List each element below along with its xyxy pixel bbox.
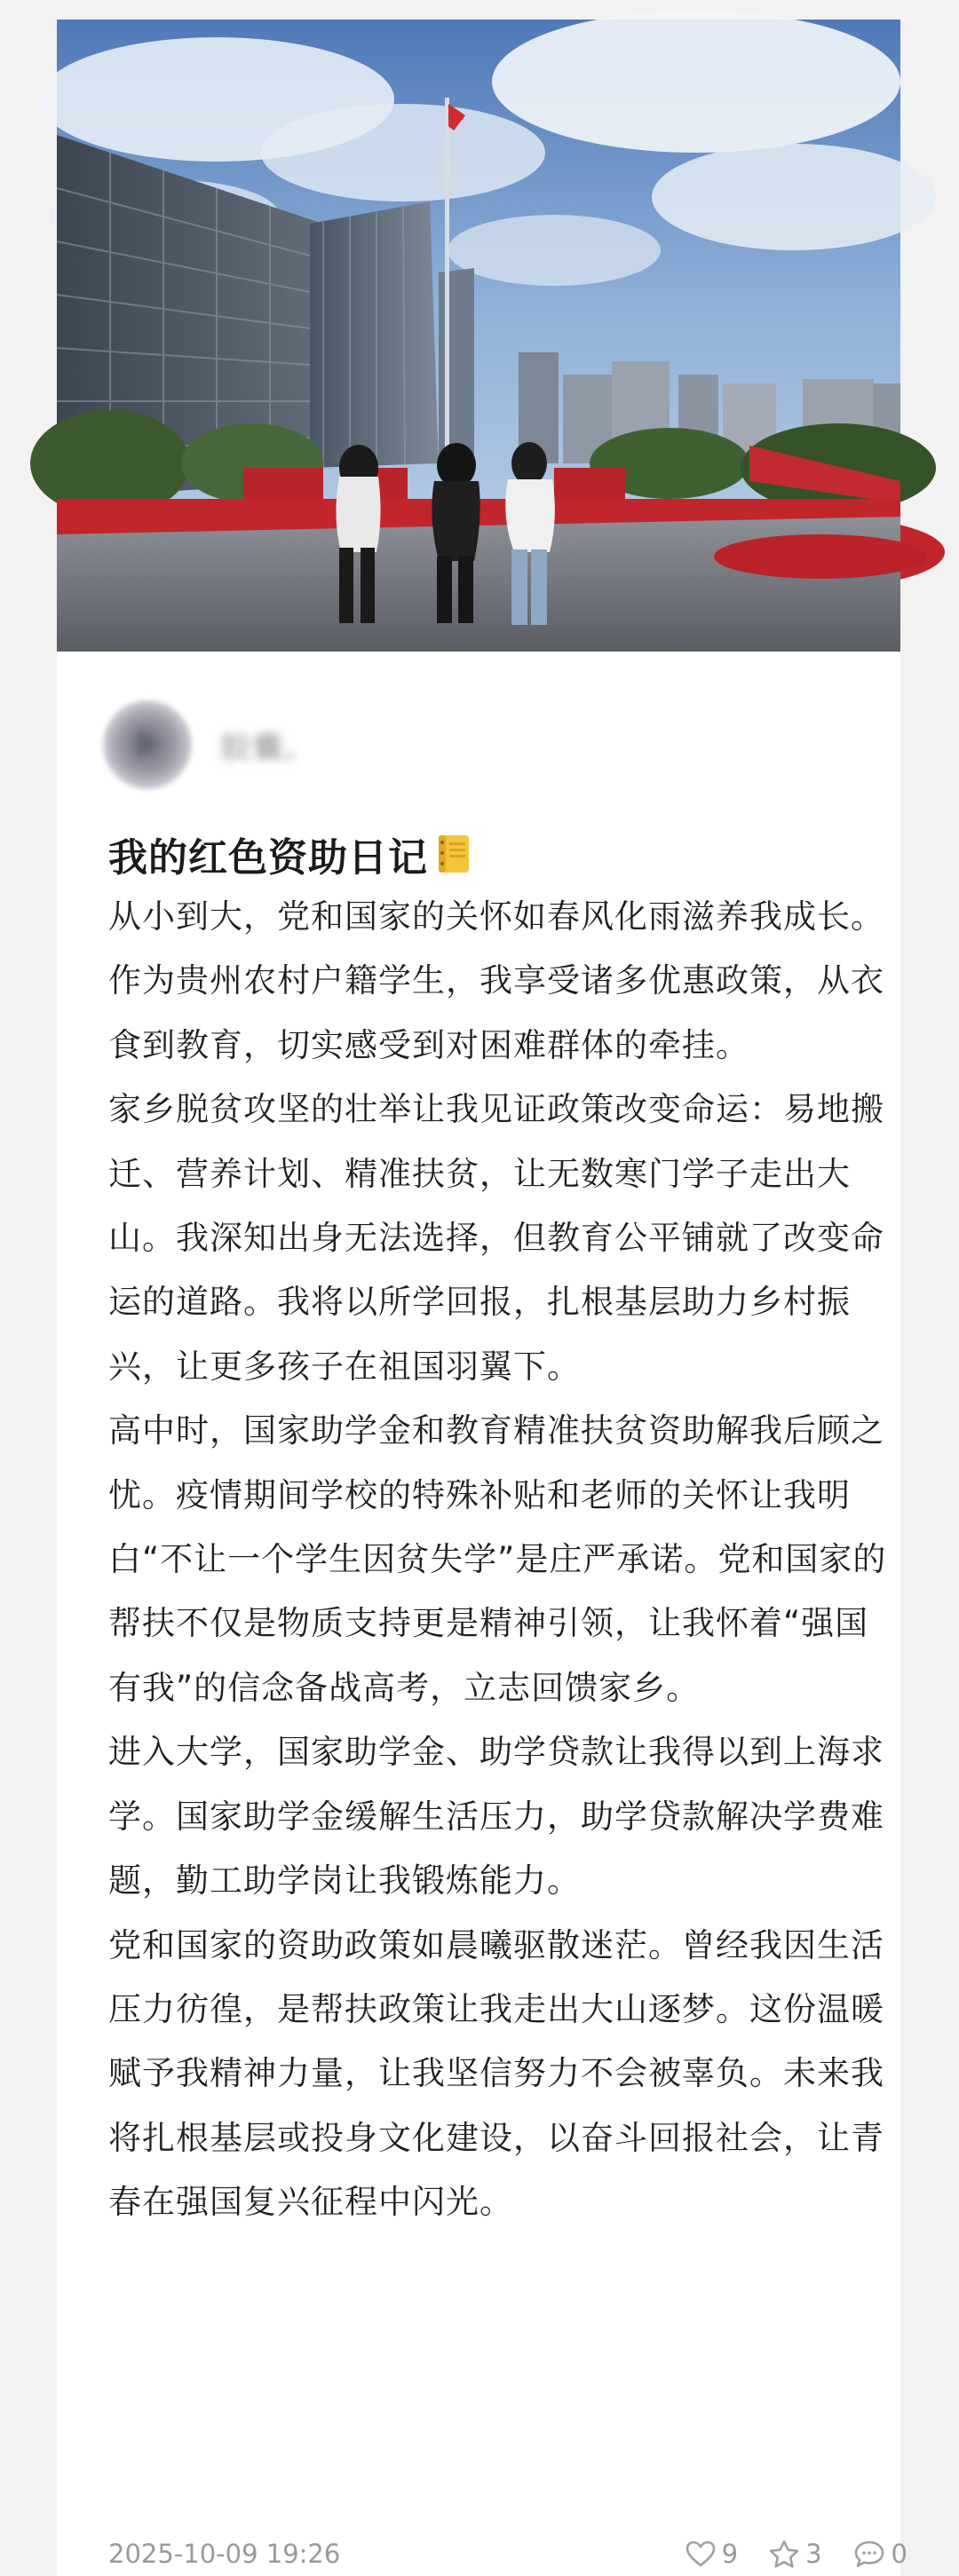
paragraph: 进入大学，国家助学金、助学贷款让我得以到上海求学。国家助学金缓解生活压力，助学贷款解决学费难题，勤工助学岗让我锻炼能力。 [108, 1733, 884, 1900]
author-row[interactable] [103, 696, 316, 794]
post-card [57, 20, 907, 2576]
post-footer [108, 2532, 907, 2576]
post-photo[interactable] [57, 20, 900, 652]
comment-count: 0 [891, 2539, 907, 2569]
notebook-icon [435, 834, 471, 874]
post-timestamp: 2025-10-09 19:26 [108, 2539, 341, 2569]
post-title-row [108, 826, 471, 882]
paragraph: 党和国家的资助政策如晨曦驱散迷茫。曾经我因生活压力彷徨，是帮扶政策让我走出大山逐梦。这份温暖赋予我精神力量，让我坚信努力不会被辜负。未来我将扎根基层或投身文化建设，以奋斗回报社会，让青春在强国复兴征程中闪光。 [108, 1925, 884, 2222]
like-button[interactable] [685, 2539, 738, 2569]
paragraph: 高中时，国家助学金和教育精准扶贫资助解我后顾之忧。疫情期间学校的特殊补贴和老师的关怀让我明白“不让一个学生因贫失学”是庄严承诺。党和国家的帮扶不仅是物质支持更是精神引领，让我怀着“强国有我”的信念备战高考，立志回馈家乡。 [108, 1411, 887, 1707]
favorite-count: 3 [805, 2539, 822, 2569]
comment-icon [852, 2539, 886, 2569]
heart-icon [685, 2540, 717, 2568]
avatar[interactable] [103, 700, 192, 789]
post-body [108, 885, 890, 2235]
paragraph: 家乡脱贫攻坚的壮举让我见证政策改变命运：易地搬迁、营养计划、精准扶贫，让无数寒门学子走出大山。我深知出身无法选择，但教育公平铺就了改变命运的道路。我将以所学回报，扎根基层助力乡村振兴，让更多孩子在祖国羽翼下。 [108, 1090, 884, 1386]
comment-button[interactable] [852, 2539, 907, 2569]
author-name[interactable]: 胶囊。 [220, 730, 316, 766]
post-title: 我的红色资助日记 [108, 835, 428, 881]
paragraph: 从小到大，党和国家的关怀如春风化雨滋养我成长。作为贵州农村户籍学生，我享受诸多优惠政策，从衣食到教育，切实感受到对困难群体的牵挂。 [108, 897, 884, 1064]
like-count: 9 [721, 2539, 739, 2569]
people-silhouettes [336, 442, 554, 625]
favorite-button[interactable] [768, 2539, 821, 2569]
star-icon [768, 2539, 800, 2569]
photo-flag-raising-scene [57, 20, 900, 652]
